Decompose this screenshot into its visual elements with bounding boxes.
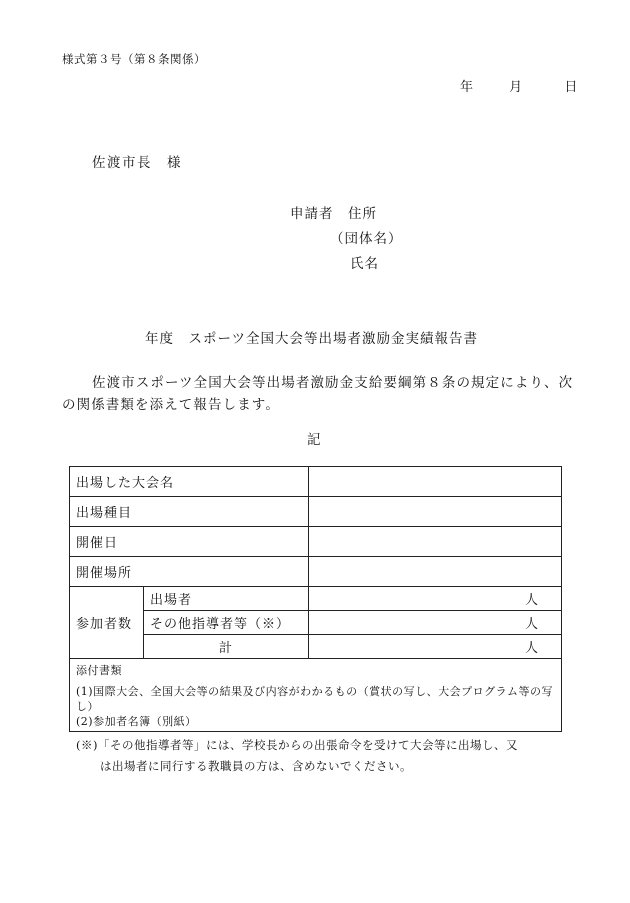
date-line [460, 76, 577, 95]
body-paragraph [62, 372, 582, 416]
row-label-event: 出場した大会名 [70, 467, 309, 497]
applicant-group-label: （団体名） [330, 231, 403, 247]
participants-label: 参加者数 [70, 587, 144, 659]
attachments-title: 添付書類 [76, 664, 122, 677]
note-line-1: (※)「その他指導者等」には、学校長からの出張命令を受けて大会等に出場し、又 [76, 738, 518, 752]
body-text: 佐渡市スポーツ全国大会等出場者激励金支給要綱第８条の規定により、次の関係書類を添えて報告します。 [62, 375, 574, 413]
row-value-event[interactable] [309, 467, 562, 497]
participants-total-label: 計 [144, 635, 309, 659]
table-row [70, 635, 562, 659]
participants-athletes-label: 出場者 [144, 587, 309, 611]
table-row [70, 611, 562, 635]
table-row [70, 659, 562, 732]
date-year-label: 年 [460, 80, 474, 95]
report-table [69, 466, 562, 732]
participants-total-unit[interactable]: 人 [309, 635, 562, 659]
row-label-date: 開催日 [70, 527, 309, 557]
attachment-item: (1)国際大会、全国大会等の結果及び内容がわかるもの（賞状の写し、大会プログラム等の写し） [76, 685, 553, 713]
attachments-cell [70, 659, 562, 732]
date-day-label: 日 [564, 80, 578, 95]
ki-heading: 記 [307, 432, 321, 448]
date-month-label: 月 [509, 80, 523, 95]
participants-staff-unit[interactable]: 人 [309, 611, 562, 635]
table-row [70, 527, 562, 557]
row-label-venue: 開催場所 [70, 557, 309, 587]
row-value-date[interactable] [309, 527, 562, 557]
table-row [70, 557, 562, 587]
recipient: 佐渡市長 様 [92, 155, 182, 171]
participants-staff-label: その他指導者等（※） [144, 611, 309, 635]
row-value-discipline[interactable] [309, 497, 562, 527]
row-value-venue[interactable] [309, 557, 562, 587]
applicant-address-label: 申請者 住所 [290, 206, 377, 222]
attachment-item: (2)参加者名簿（別紙） [76, 715, 197, 728]
row-label-discipline: 出場種目 [70, 497, 309, 527]
note-line-2: は出場者に同行する教職員の方は、含めないでください。 [100, 759, 412, 773]
table-row [70, 587, 562, 611]
table-row [70, 497, 562, 527]
form-number: 様式第３号（第８条関係） [62, 52, 206, 66]
document-title: 年度 スポーツ全国大会等出場者激励金実績報告書 [145, 331, 478, 347]
applicant-name-label: 氏名 [350, 256, 379, 272]
table-row [70, 467, 562, 497]
participants-athletes-unit[interactable]: 人 [309, 587, 562, 611]
